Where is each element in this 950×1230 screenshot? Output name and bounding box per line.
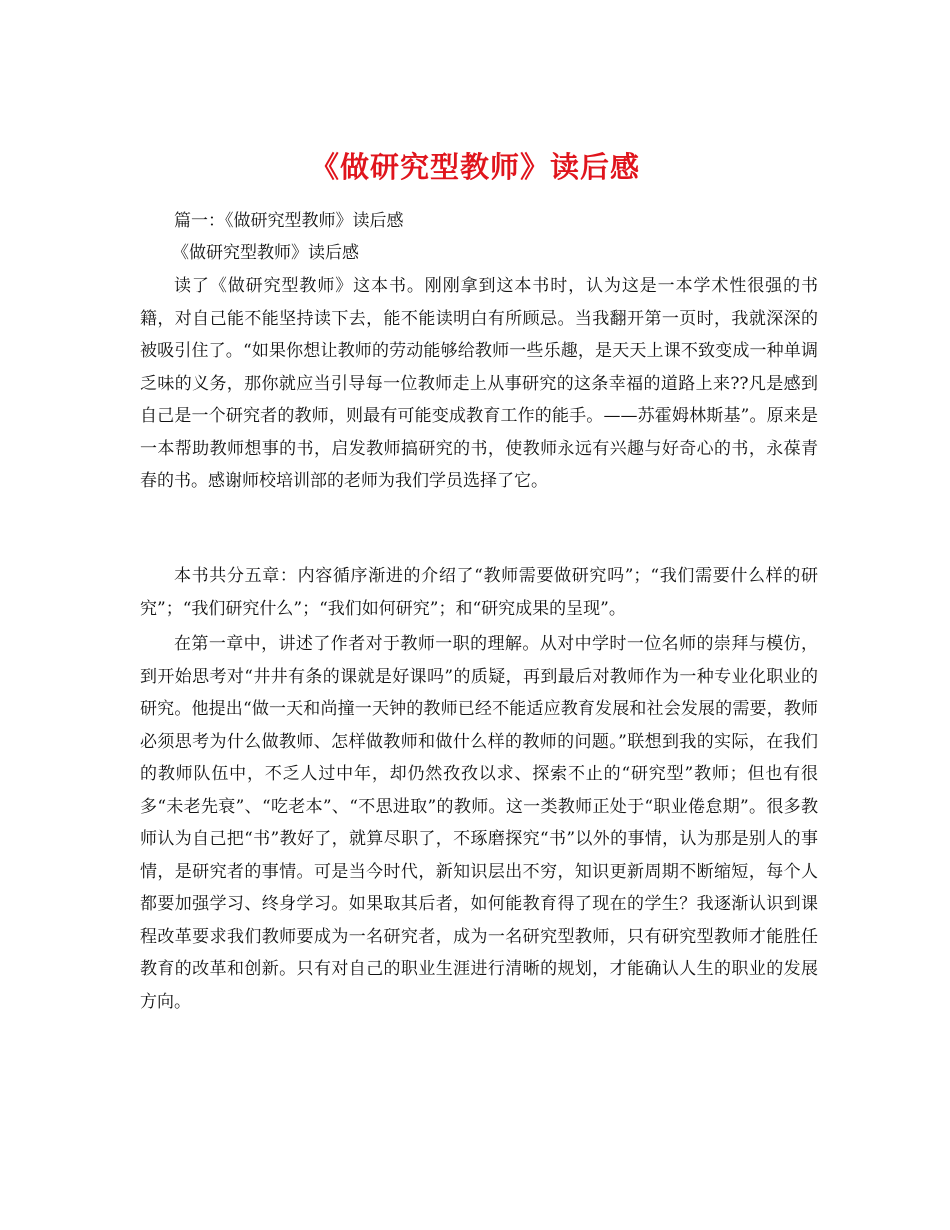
paragraph-2: 本书共分五章：内容循序渐进的介绍了“教师需要做研究吗”；“我们需要什么样的研究”；“我们研究什么”；“我们如何研究”；和“研究成果的呈现”。 — [140, 566, 818, 619]
paragraph-3: 在第一章中，讲述了作者对于教师一职的理解。从对中学时一位名师的崇拜与模仿，到开始思考对“井井有条的课就是好课吗”的质疑，再到最后对教师作为一种专业化职业的研究。他提出“做一天和尚撞一天钟的教师已经不能适应教育发展和社会发展的需要，教师必须思考为什么做教师、怎样做教师和做什么样的教师的问题。”联想到我的实际，在我们的教师队伍中，不乏人过中年，却仍然孜孜以求、探索不止的“研究型”教师；但也有很多“未老先衰”、“吃老本”、“不思进取”的教师。这一类教师正处于“职业倦怠期”。很多教师认为自己把“书”教好了，就算尽职了，不琢磨探究“书”以外的事情，认为那是别人的事情，是研究者的事情。可是当今时代，新知识层出不穷，知识更新周期不断缩短，每个人都要加强学习、终身学习。如果取其后者，如何能教育得了现在的学生？我逐渐认识到课程改革要求我们教师要成为一名研究者，成为一名研究型教师，只有研究型教师才能胜任教育的改革和创新。只有对自己的职业生涯进行清晰的规划，才能确认人生的职业的发展方向。 — [140, 634, 818, 1012]
document-title: 《做研究型教师》读后感 — [309, 150, 640, 185]
paragraph-1: 读了《做研究型教师》这本书。刚刚拿到这本书时，认为这是一本学术性很强的书籍，对自己能不能坚持读下去，能不能读明白有所顾忌。当我翻开第一页时，我就深深的被吸引住了。“如果你想让教师的劳动能够给教师一些乐趣，是天天上课不致变成一种单调乏味的义务，那你就应当引导每一位教师走上从事研究的这条幸福的道路上来??凡是感到自己是一个研究者的教师，则最有可能变成教育工作的能手。——苏霍姆林斯基”。原来是一本帮助教师想事的书，启发教师搞研究的书，使教师永远有兴趣与好奇心的书，永葆青春的书。感谢师校培训部的老师为我们学员选择了它。 — [140, 276, 818, 491]
section-heading: 篇一：《做研究型教师》读后感 — [174, 211, 404, 231]
article-title: 《做研究型教师》读后感 — [172, 243, 359, 263]
